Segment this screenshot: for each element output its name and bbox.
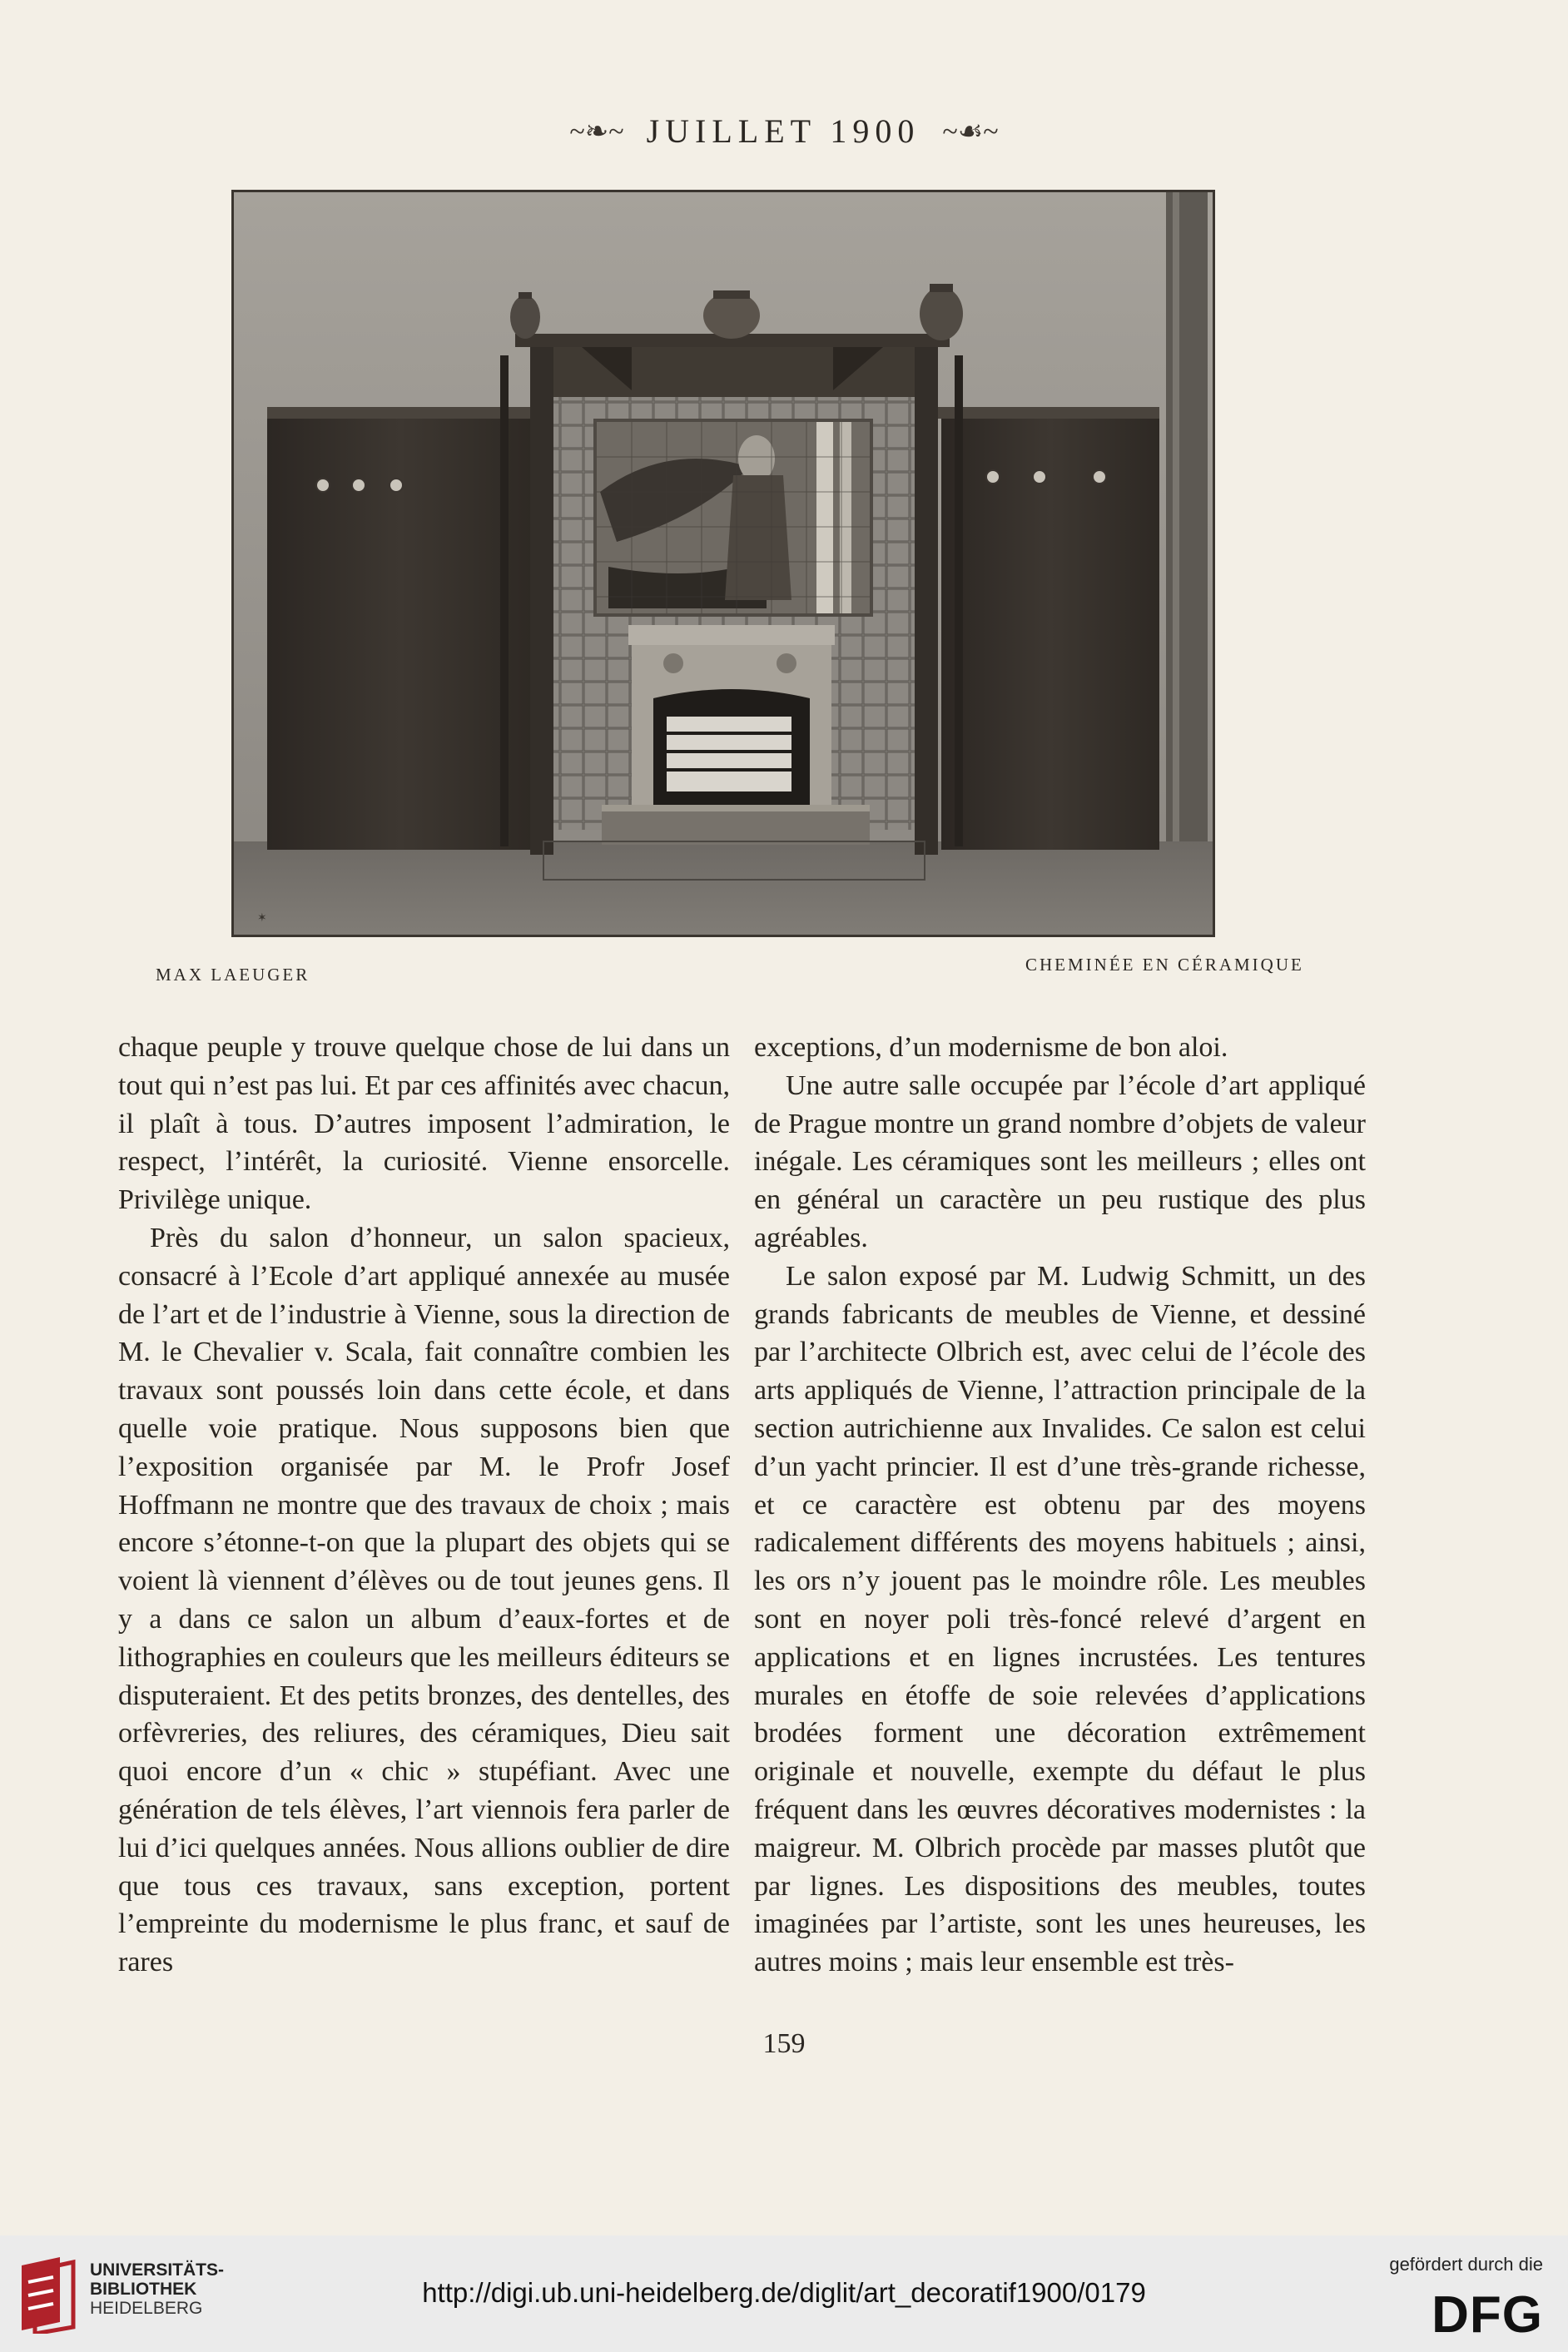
paragraph: chaque peuple y trouve quelque chose de lui dans un tout qui n’est pas lui. Et par ces affinités avec chacun, il plaît à tous. D’autres imposent l’admiration, le respect, l’intérêt, la curiosité. Vienne ensorcelle. Privilège unique.	[118, 1032, 730, 1216]
paragraph: exceptions, d’un modernisme de bon aloi.	[754, 1032, 1228, 1063]
library-name: UNIVERSITÄTS- BIBLIOTHEK HEIDELBERG	[90, 2260, 225, 2318]
left-ornament-icon: ~❧~	[569, 116, 624, 147]
text-column-left	[118, 1029, 730, 1982]
dfg-logo: DFG	[1432, 2286, 1543, 2344]
paragraph: Près du salon d’honneur, un salon spacieux, consacré à l’Ecole d’art appliqué annexée au musée de l’art et de l’industrie à Vienne, sous la direction de M. le Chevalier v. Scala, fait connaître combien les travaux sont poussés loin dans cette école, et dans quelle voie pratique. Nous supposons bien que l’exposition organisée par M. le Profr Josef Hoffmann ne montre que des travaux de choix ; mais encore s’étonne-t-on que la plupart des objets qui se voient là viennent d’élèves ou de tout jeunes gens. Il y a dans ce salon un album d’eaux-fortes et de lithographies en couleurs que les meilleurs éditeurs se disputeraient. Et des petits bronzes, des dentelles, des orfèvreries, des reliures, des céramiques, Dieu sait quoi encore d’un « chic » stupéfiant. Avec une génération de tels élèves, l’art viennois fera parler de lui d’ici quelques années. Nous allions oublier de dire que tous ces travaux, sans exception, portent l’empreinte du modernisme le plus franc, et sauf de rares	[118, 1222, 730, 1978]
page-number: 159	[762, 2028, 806, 2059]
paragraph: Une autre salle occupée par l’école d’art appliqué de Prague montre un grand nombre d’objets de valeur inégale. Les céramiques sont les meilleurs ; elles ont en général un caractère un peu rustique des plus agréables.	[754, 1069, 1366, 1253]
right-ornament-icon: ~☙~	[942, 116, 999, 147]
svg-text:✶: ✶	[257, 912, 267, 925]
permalink-url[interactable]: http://digi.ub.uni-heidelberg.de/diglit/art_decoratif1900/0179	[422, 2277, 1146, 2308]
figure-caption-artist: MAX LAEUGER	[156, 965, 310, 985]
figure-caption-title: CHEMINÉE EN CÉRAMIQUE	[1025, 955, 1304, 975]
paragraph: Le salon exposé par M. Ludwig Schmitt, un des grands fabricants de meubles de Vienne, et dessiné par l’architecte Olbrich est, avec celui de l’école des arts appliqués de Vienne, l’attraction principale de la section autrichienne aux Invalides. Ce salon est celui d’un yacht princier. Il est d’une très-grande richesse, et ce caractère est obtenu par des moyens radicalement différents des moyens habituels ; ainsi, les ors n’y jouent pas le moindre rôle. Les meubles sont en noyer poli très-foncé relevé d’argent en applications et en lignes incrustées. Les tentures murales en étoffe de soie relevées d’applications brodées forment une décoration extrêmement originale et nouvelle, exempte du défaut le plus fréquent dans les œuvres décoratives modernistes : la maigreur. M. Olbrich procède par masses plutôt que par lignes. Les dispositions des meubles, toutes imaginées par l’artiste, sont les unes heureuses, les autres moins ; mais leur ensemble est très-	[754, 1260, 1366, 1978]
text-column-right	[754, 1029, 1366, 1982]
running-header	[0, 108, 1568, 151]
fireplace-photograph	[231, 190, 1215, 937]
funder-label: gefördert durch die	[1389, 2254, 1543, 2275]
viewer-footer	[0, 2235, 1568, 2352]
header-title: JUILLET 1900	[646, 112, 920, 151]
